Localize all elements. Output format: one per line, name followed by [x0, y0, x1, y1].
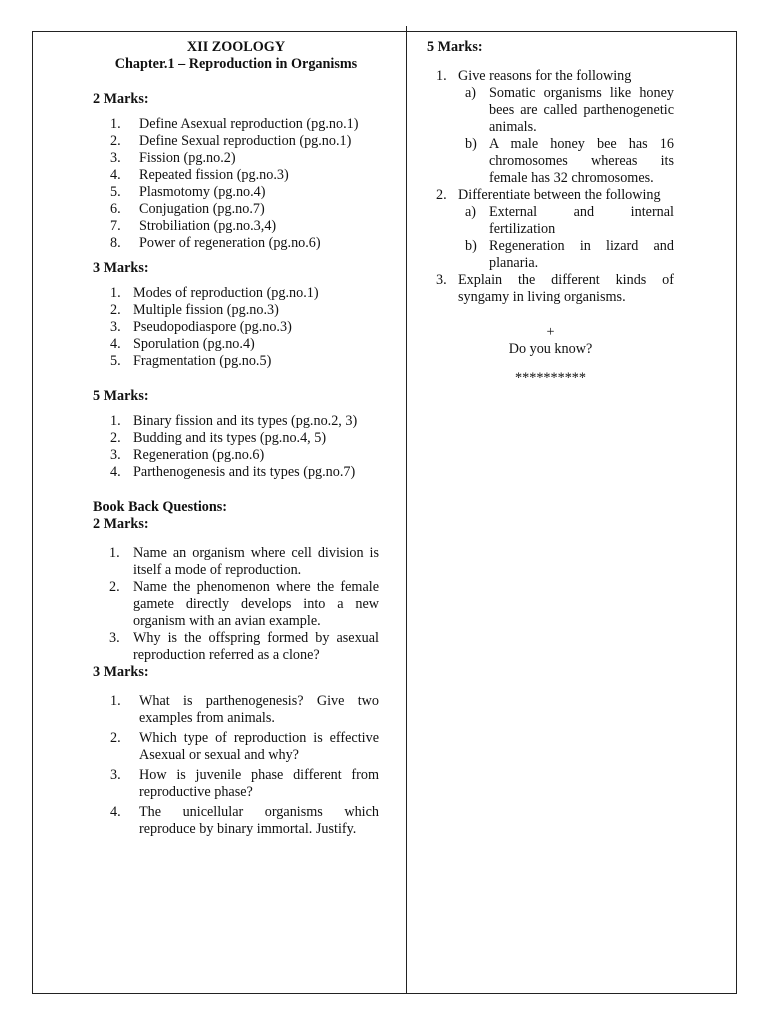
three-marks-heading: 3 Marks: [93, 260, 149, 276]
list-item: 3. How is juvenile phase different from reproductive phase? [110, 767, 379, 800]
list-item: 1. Give reasons for the following a) Somatic organisms like honey bees are called parthenogenetic animals. b) A male honey bee has 16 chromosomes whereas its female has 32 chromosomes. [436, 68, 674, 186]
right-five-marks-list [427, 68, 674, 306]
list-item: 2. Budding and its types (pg.no.4, 5) [110, 430, 327, 446]
right-column [427, 39, 674, 387]
list-item: 1. Name an organism where cell division is itself a mode of reproduction. [109, 545, 379, 578]
bb-two-marks-heading: 2 Marks: [93, 516, 149, 532]
list-item: 2. Differentiate between the following a) External and internal fertilization b) Regeneration in lizard and planaria. [436, 187, 674, 271]
list-item: 2. Define Sexual reproduction (pg.no.1) [110, 133, 352, 149]
list-item: 3. Fission (pg.no.2) [110, 150, 236, 166]
list-item: 4. Sporulation (pg.no.4) [110, 336, 255, 352]
five-marks-heading: 5 Marks: [93, 388, 149, 404]
plus-sign: + [546, 324, 555, 340]
list-item: 3. Explain the different kinds of syngamy in living organisms. [436, 272, 674, 305]
list-item: 1. Modes of reproduction (pg.no.1) [110, 285, 319, 301]
bb-three-marks-list [93, 693, 379, 838]
book-back-heading: Book Back Questions: [93, 499, 228, 515]
column-divider [406, 26, 407, 994]
list-item: 5. Plasmotomy (pg.no.4) [110, 184, 266, 200]
list-item: 1. Binary fission and its types (pg.no.2, 3) [110, 413, 358, 429]
star-divider: ********** [515, 370, 586, 386]
do-you-know: Do you know? [508, 341, 593, 357]
five-marks-list [93, 413, 379, 481]
list-item: 8. Power of regeneration (pg.no.6) [110, 235, 321, 251]
chapter-title: Chapter.1 – Reproduction in Organisms [114, 56, 358, 72]
list-item: 2. Name the phenomenon where the female gamete directly develops into a new organism with an avian example. [109, 579, 379, 629]
list-item: 3. Regeneration (pg.no.6) [110, 447, 265, 463]
bb-three-marks-heading: 3 Marks: [93, 664, 149, 680]
sub-list-item: a) External and internal fertilization [465, 204, 674, 237]
sub-list-item: b) Regeneration in lizard and planaria. [465, 238, 674, 271]
list-item: 4. Repeated fission (pg.no.3) [110, 167, 289, 183]
two-marks-list [93, 116, 379, 252]
three-marks-list [93, 285, 379, 370]
list-item: 1. Define Asexual reproduction (pg.no.1) [110, 116, 359, 132]
list-item: 4. The unicellular organisms which reproduce by binary immortal. Justify. [110, 804, 379, 837]
list-item: 2. Which type of reproduction is effective Asexual or sexual and why? [110, 730, 379, 763]
sub-list [458, 85, 674, 187]
left-column [93, 39, 379, 838]
list-item: 6. Conjugation (pg.no.7) [110, 201, 265, 217]
sub-list [458, 204, 674, 272]
right-five-marks-heading: 5 Marks: [427, 39, 483, 55]
list-item: 1. What is parthenogenesis? Give two examples from animals. [110, 693, 379, 726]
list-item: 2. Multiple fission (pg.no.3) [110, 302, 279, 318]
subject-title: XII ZOOLOGY [186, 39, 286, 55]
list-item: 3. Why is the offspring formed by asexual reproduction referred as a clone? [109, 630, 379, 663]
list-item: 3. Pseudopodiaspore (pg.no.3) [110, 319, 292, 335]
sub-list-item: b) A male honey bee has 16 chromosomes whereas its female has 32 chromosomes. [465, 136, 674, 186]
sub-list-item: a) Somatic organisms like honey bees are called parthenogenetic animals. [465, 85, 674, 135]
list-item: 4. Parthenogenesis and its types (pg.no.7) [110, 464, 356, 480]
two-marks-heading: 2 Marks: [93, 91, 149, 107]
bb-two-marks-list [93, 545, 379, 664]
list-item: 7. Strobiliation (pg.no.3,4) [110, 218, 277, 234]
list-item: 5. Fragmentation (pg.no.5) [110, 353, 272, 369]
